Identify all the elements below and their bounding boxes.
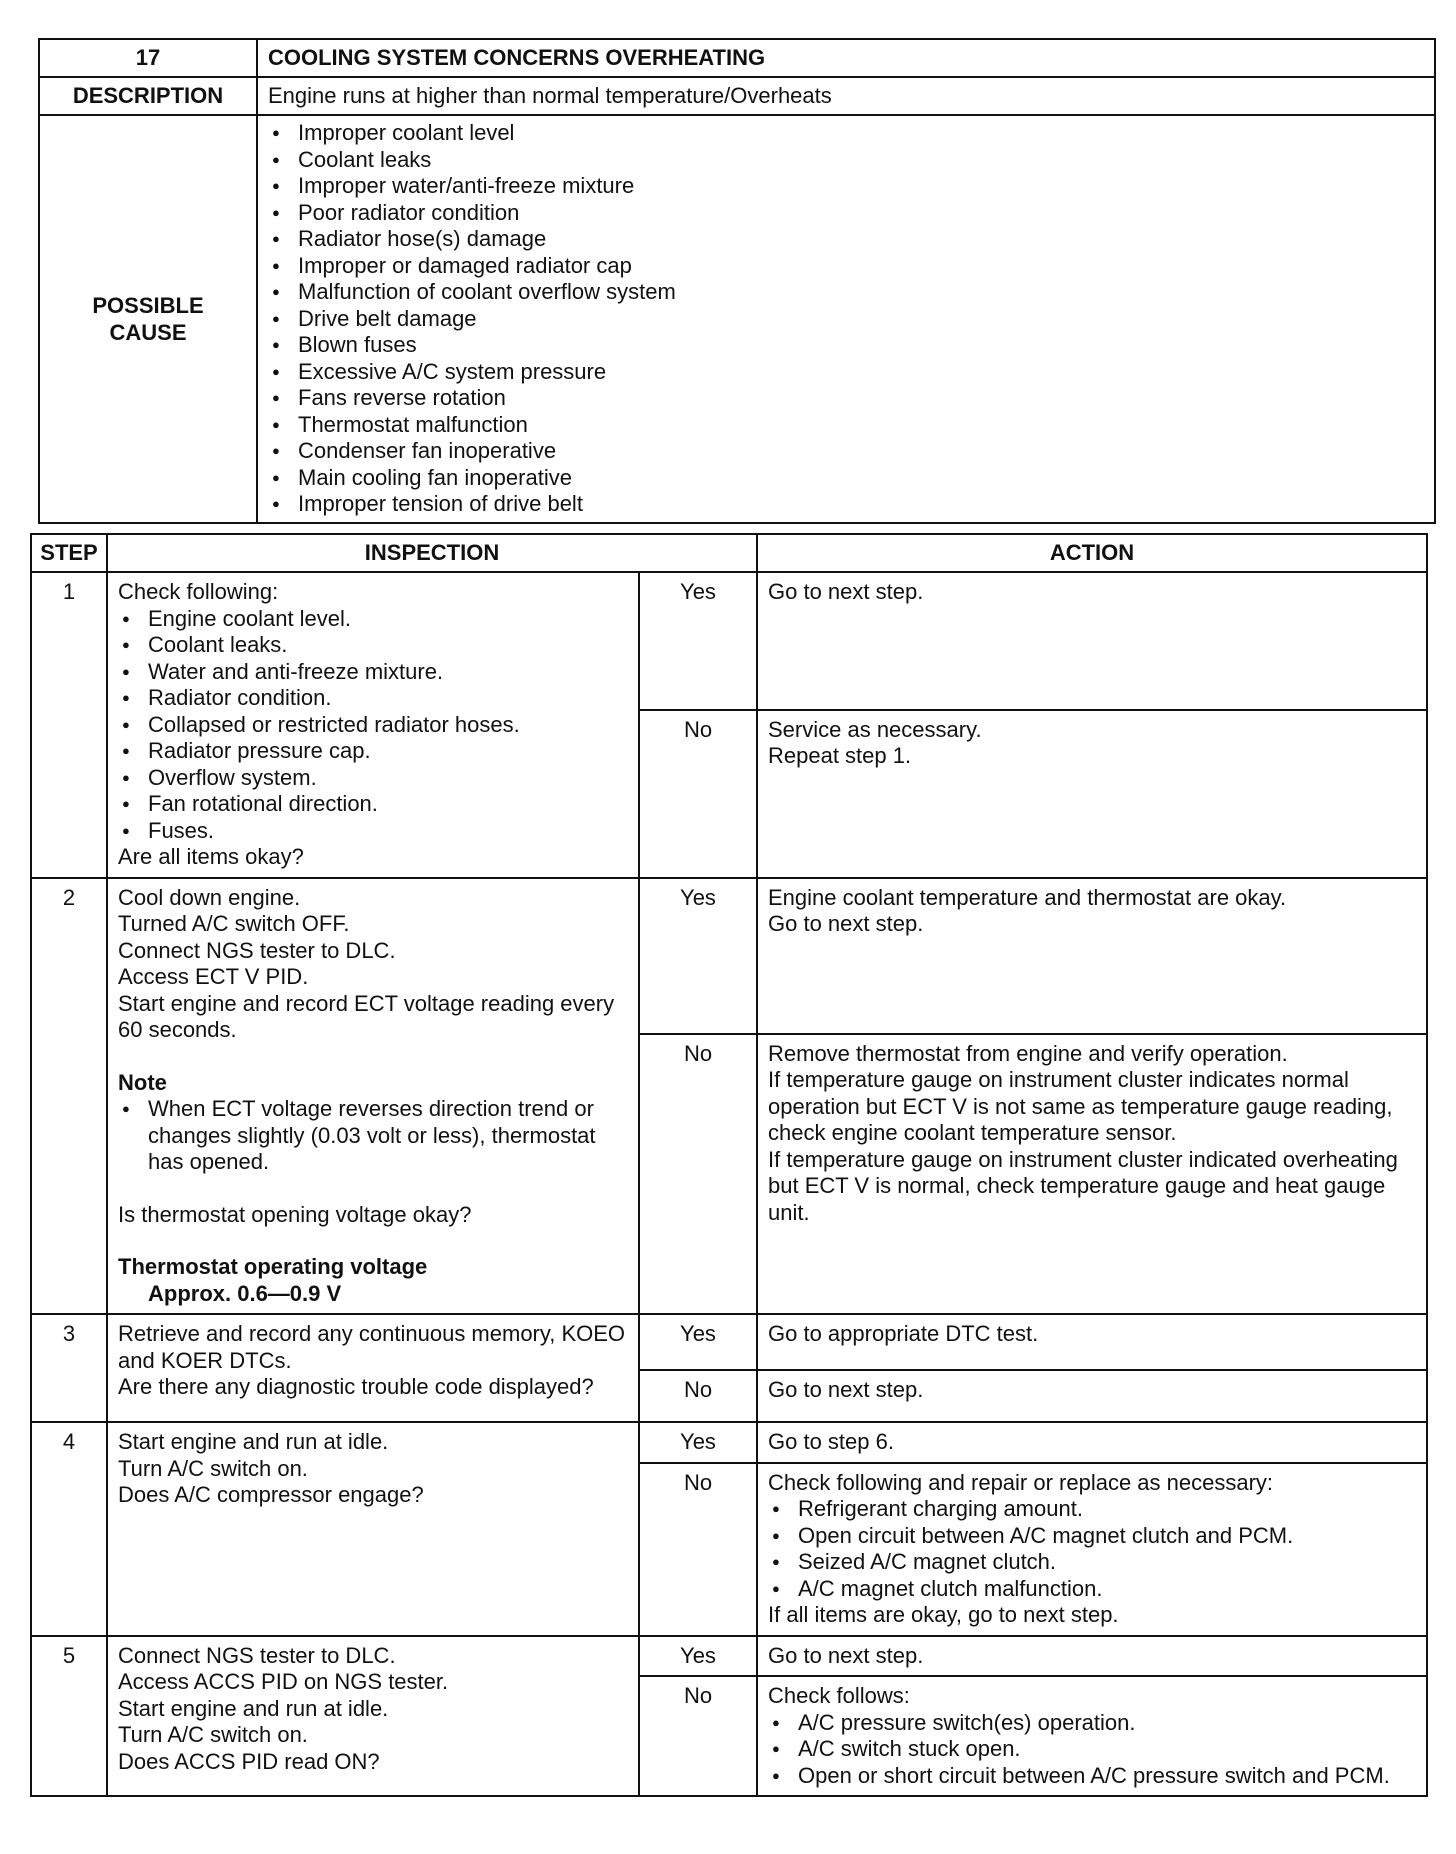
inspection-line: Are there any diagnostic trouble code displayed? <box>118 1374 594 1399</box>
inspection-intro: Check following: <box>118 579 279 604</box>
step-number: 5 <box>31 1636 107 1797</box>
inspection-item: ● Overflow system. <box>118 765 628 792</box>
cause-item: ● Malfunction of coolant overflow system <box>268 279 1426 306</box>
title-row <box>39 39 1435 77</box>
step-3-inspection <box>107 1314 639 1422</box>
inspection-line: Start engine and run at idle. <box>118 1695 389 1721</box>
step-number: 4 <box>31 1422 107 1636</box>
action-item: ● A/C pressure switch(es) operation. <box>768 1710 1418 1737</box>
steps-table <box>30 533 1428 1797</box>
action-intro: Check follows: <box>768 1683 910 1708</box>
no-label: No <box>639 1034 757 1315</box>
cause-item: ● Drive belt damage <box>268 306 1426 333</box>
cause-item: ● Improper coolant level <box>268 120 1426 147</box>
cause-item: ● Excessive A/C system pressure <box>268 359 1426 386</box>
inspection-line: Start engine and run at idle. <box>118 1429 389 1454</box>
description-label: DESCRIPTION <box>39 77 257 115</box>
action-line: If temperature gauge on instrument cluster indicated overheating but ECT V is normal, check temperature gauge and heat gauge unit. <box>768 1146 1398 1225</box>
step-number: 1 <box>31 572 107 878</box>
yes-label: Yes <box>639 1314 757 1370</box>
yes-action <box>757 572 1427 710</box>
step-3-yes-row <box>31 1314 1427 1370</box>
step-1-yes-row <box>31 572 1427 710</box>
step-column-header: STEP <box>31 534 107 572</box>
action-item: ● Open circuit between A/C magnet clutch and PCM. <box>768 1523 1418 1550</box>
action-column-header: ACTION <box>757 534 1427 572</box>
inspection-item: ● Fan rotational direction. <box>118 791 628 818</box>
inspection-column-header: INSPECTION <box>107 534 757 572</box>
inspection-item: ● Coolant leaks. <box>118 632 628 659</box>
spec-title: Thermostat operating voltage <box>118 1254 428 1279</box>
cause-item: ● Blown fuses <box>268 332 1426 359</box>
possible-cause-row <box>39 115 1435 523</box>
action-line: Go to appropriate DTC test. <box>768 1321 1039 1346</box>
step-4-yes-row <box>31 1422 1427 1463</box>
inspection-line: Turn A/C switch on. <box>118 1722 308 1747</box>
action-line: Service as necessary. <box>768 716 982 742</box>
no-action <box>757 1370 1427 1422</box>
possible-cause-list <box>257 115 1435 523</box>
yes-label: Yes <box>639 572 757 710</box>
cause-item: ● Improper water/anti-freeze mixture <box>268 173 1426 200</box>
inspection-item: ● Fuses. <box>118 818 628 845</box>
steps-header-row <box>31 534 1427 572</box>
step-number: 2 <box>31 878 107 1315</box>
inspection-item: ● Water and anti-freeze mixture. <box>118 659 628 686</box>
action-item: ● A/C switch stuck open. <box>768 1736 1418 1763</box>
cause-item: ● Improper tension of drive belt <box>268 491 1426 518</box>
action-line: If temperature gauge on instrument cluster indicates normal operation but ECT V is not same as temperature gauge reading, check engine coolant temperature sensor. <box>768 1067 1393 1145</box>
inspection-item: ● Engine coolant level. <box>118 606 628 633</box>
yes-label: Yes <box>639 1422 757 1463</box>
action-line: Engine coolant temperature and thermostat are okay. <box>768 884 1287 910</box>
section-number: 17 <box>39 39 257 77</box>
inspection-line: Access ECT V PID. <box>118 964 309 989</box>
action-line: Remove thermostat from engine and verify operation. <box>768 1040 1288 1066</box>
cause-item: ● Coolant leaks <box>268 147 1426 174</box>
inspection-item: ● Radiator pressure cap. <box>118 738 628 765</box>
no-label: No <box>639 1370 757 1422</box>
yes-label: Yes <box>639 1636 757 1677</box>
yes-action <box>757 1314 1427 1370</box>
yes-label: Yes <box>639 878 757 1034</box>
cause-item: ● Improper or damaged radiator cap <box>268 253 1426 280</box>
cause-item: ● Condenser fan inoperative <box>268 438 1426 465</box>
action-item: ● A/C magnet clutch malfunction. <box>768 1576 1418 1603</box>
action-line: Go to next step. <box>768 1642 924 1668</box>
inspection-line: Start engine and record ECT voltage reading every 60 seconds. <box>118 990 615 1042</box>
inspection-line: Does A/C compressor engage? <box>118 1482 424 1507</box>
no-label: No <box>639 1463 757 1636</box>
possible-cause-label: POSSIBLE CAUSE <box>39 115 257 523</box>
inspection-question: Is thermostat opening voltage okay? <box>118 1201 472 1227</box>
step-2-inspection <box>107 878 639 1315</box>
no-label: No <box>639 1676 757 1796</box>
inspection-line: Retrieve and record any continuous memory, KOEO and KOER DTCs. <box>118 1321 626 1373</box>
step-5-inspection <box>107 1636 639 1797</box>
action-intro: Check following and repair or replace as necessary: <box>768 1469 1274 1495</box>
description-row <box>39 77 1435 115</box>
inspection-question: Are all items okay? <box>118 844 304 869</box>
yes-action <box>757 1636 1427 1677</box>
inspection-line: Cool down engine. <box>118 884 301 910</box>
step-1-inspection <box>107 572 639 878</box>
inspection-line: Connect NGS tester to DLC. <box>118 1642 396 1668</box>
inspection-line: Turn A/C switch on. <box>118 1455 308 1481</box>
yes-action <box>757 1422 1427 1463</box>
yes-action <box>757 878 1427 1034</box>
note-item: ● When ECT voltage reverses direction trend or changes slightly (0.03 volt or less), thermostat has opened. <box>118 1096 628 1176</box>
cause-item: ● Poor radiator condition <box>268 200 1426 227</box>
action-item: ● Seized A/C magnet clutch. <box>768 1549 1418 1576</box>
header-table <box>38 38 1436 524</box>
no-action <box>757 1034 1427 1315</box>
spec-value: Approx. 0.6—0.9 V <box>148 1280 342 1306</box>
cause-item: ● Thermostat malfunction <box>268 412 1426 439</box>
section-title: COOLING SYSTEM CONCERNS OVERHEATING <box>257 39 1435 77</box>
inspection-line: Turned A/C switch OFF. <box>118 911 350 936</box>
action-line: Go to next step. <box>768 579 924 604</box>
no-action <box>757 1676 1427 1796</box>
action-outro: If all items are okay, go to next step. <box>768 1602 1119 1627</box>
note-title: Note <box>118 1069 167 1095</box>
action-line: Go to next step. <box>768 911 924 936</box>
no-label: No <box>639 710 757 878</box>
step-5-yes-row <box>31 1636 1427 1677</box>
inspection-line: Connect NGS tester to DLC. <box>118 937 396 963</box>
action-line: Go to step 6. <box>768 1429 894 1454</box>
inspection-item: ● Collapsed or restricted radiator hoses. <box>118 712 628 739</box>
step-number: 3 <box>31 1314 107 1422</box>
cause-item: ● Main cooling fan inoperative <box>268 465 1426 492</box>
step-2-yes-row <box>31 878 1427 1034</box>
action-item: ● Open or short circuit between A/C pressure switch and PCM. <box>768 1763 1418 1790</box>
action-item: ● Refrigerant charging amount. <box>768 1496 1418 1523</box>
inspection-item: ● Radiator condition. <box>118 685 628 712</box>
no-action <box>757 710 1427 878</box>
cause-item: ● Fans reverse rotation <box>268 385 1426 412</box>
inspection-line: Does ACCS PID read ON? <box>118 1748 380 1774</box>
cause-item: ● Radiator hose(s) damage <box>268 226 1426 253</box>
action-line: Repeat step 1. <box>768 743 912 769</box>
action-line: Go to next step. <box>768 1377 924 1402</box>
inspection-line: Access ACCS PID on NGS tester. <box>118 1669 449 1694</box>
description-text: Engine runs at higher than normal temperature/Overheats <box>257 77 1435 115</box>
step-4-inspection <box>107 1422 639 1636</box>
no-action <box>757 1463 1427 1636</box>
